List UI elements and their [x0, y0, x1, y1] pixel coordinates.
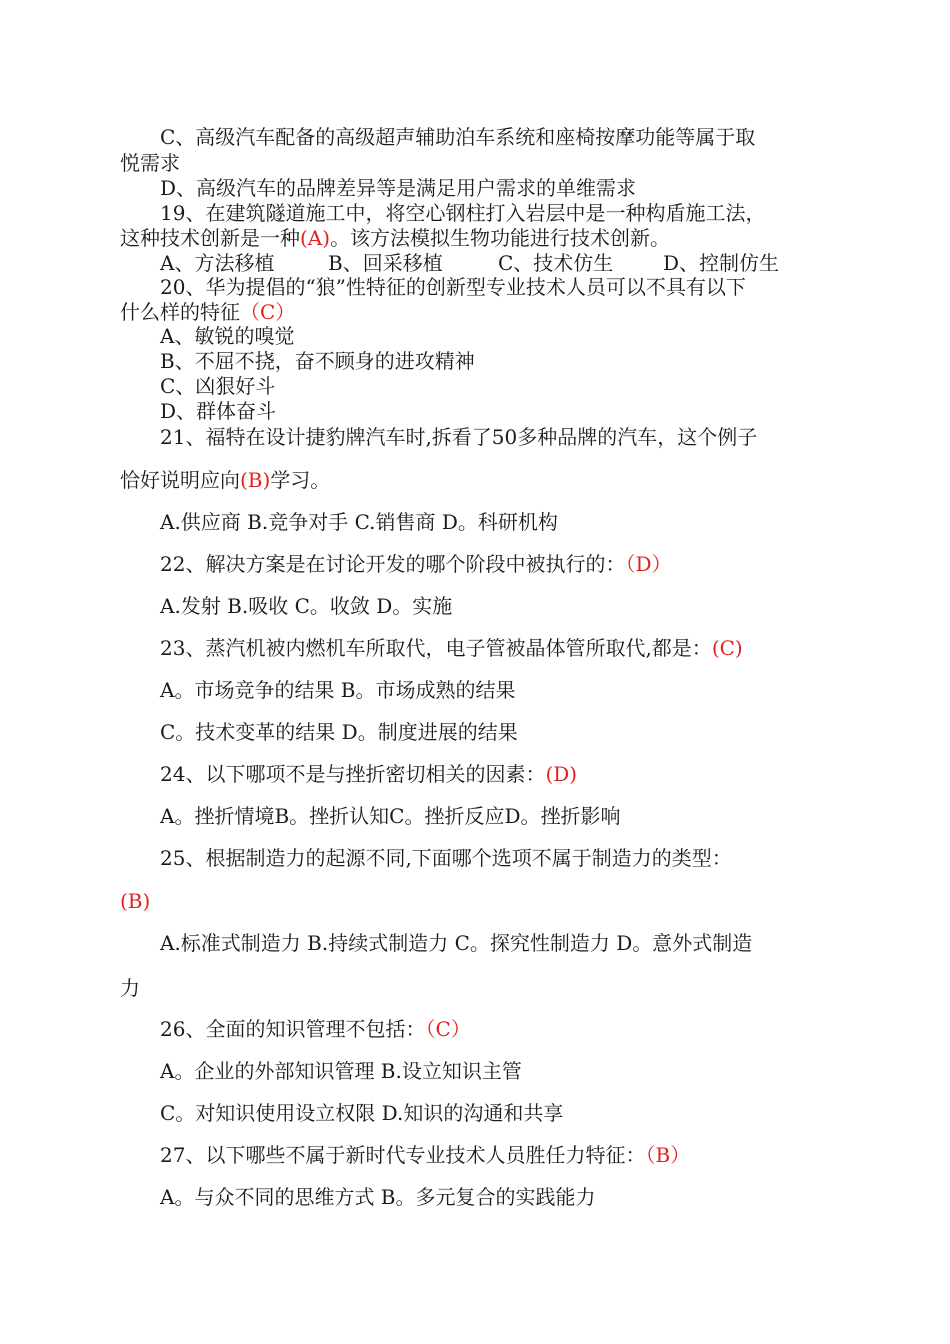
text-line: 什么样的特征（C）	[120, 300, 296, 324]
options-line: A.发射 B.吸收 C。收敛 D。实施	[160, 594, 453, 618]
options-line: A。企业的外部知识管理 B.设立知识主管	[160, 1059, 522, 1083]
question-26: 26、全面的知识管理不包括：（C）	[160, 1017, 471, 1041]
answer-mark: （B）	[645, 1143, 691, 1167]
answer-mark: (D)	[545, 762, 578, 786]
text-line: 这种技术创新是一种(A)。该方法模拟生物功能进行技术创新。	[120, 226, 671, 250]
text-line: 恰好说明应向(B)学习。	[120, 468, 331, 492]
question-19: 19、在建筑隧道施工中，将空心钢柱打入岩层中是一种构盾施工法，	[160, 201, 766, 225]
text-line: 悦需求	[120, 151, 180, 175]
answer-mark: (B)	[120, 889, 151, 913]
question-20: 20、华为提倡的“狼”性特征的创新型专业技术人员可以不具有以下	[160, 275, 746, 299]
option-b: B、不屈不挠，奋不顾身的进攻精神	[160, 349, 475, 373]
answer-mark: (B)	[240, 468, 271, 492]
question-27: 27、以下哪些不属于新时代专业技术人员胜任力特征：（B）	[160, 1143, 691, 1167]
answer-mark: （D）	[625, 552, 672, 576]
question-21: 21、福特在设计捷豹牌汽车时,拆看了50多种品牌的汽车，这个例子	[160, 425, 758, 449]
option-b: B、回采移植	[328, 251, 443, 275]
option-c: C、凶狠好斗	[160, 374, 276, 398]
question-22: 22、解决方案是在讨论开发的哪个阶段中被执行的：（D）	[160, 552, 672, 576]
options-line: A。市场竞争的结果 B。市场成熟的结果	[160, 678, 516, 702]
text-line	[120, 888, 150, 914]
question-24: 24、以下哪项不是与挫折密切相关的因素：(D)	[160, 762, 578, 786]
answer-mark: (A)	[300, 226, 331, 250]
options-line: A.供应商 B.竞争对手 C.销售商 D。科研机构	[160, 510, 558, 534]
text-line: D、高级汽车的品牌差异等是满足用户需求的单维需求	[160, 176, 637, 200]
options-line: A。与众不同的思维方式 B。多元复合的实践能力	[160, 1185, 596, 1209]
answer-mark: (C)	[711, 636, 743, 660]
option-d: D、群体奋斗	[160, 399, 277, 423]
option-d: D、控制仿生	[663, 251, 780, 275]
options-line: A。挫折情境B。挫折认知C。挫折反应D。挫折影响	[160, 804, 621, 828]
options-line: C。对知识使用设立权限 D.知识的沟通和共享	[160, 1101, 564, 1125]
text-line: 力	[120, 976, 140, 1000]
question-25: 25、根据制造力的起源不同,下面哪个选项不属于制造力的类型：	[160, 846, 732, 870]
options-line: C。技术变革的结果 D。制度进展的结果	[160, 720, 518, 744]
option-c: C、技术仿生	[498, 251, 614, 275]
option-a: A、方法移植	[160, 251, 275, 275]
answer-mark: （C）	[240, 300, 296, 324]
text-line: C、高级汽车配备的高级超声辅助泊车系统和座椅按摩功能等属于取	[160, 125, 756, 149]
answer-mark: （C）	[425, 1017, 471, 1041]
option-a: A、敏锐的嗅觉	[160, 324, 295, 348]
options-line: A.标准式制造力 B.持续式制造力 C。探究性制造力 D。意外式制造	[160, 931, 753, 955]
question-23: 23、蒸汽机被内燃机车所取代，电子管被晶体管所取代,都是：(C)	[160, 636, 743, 660]
